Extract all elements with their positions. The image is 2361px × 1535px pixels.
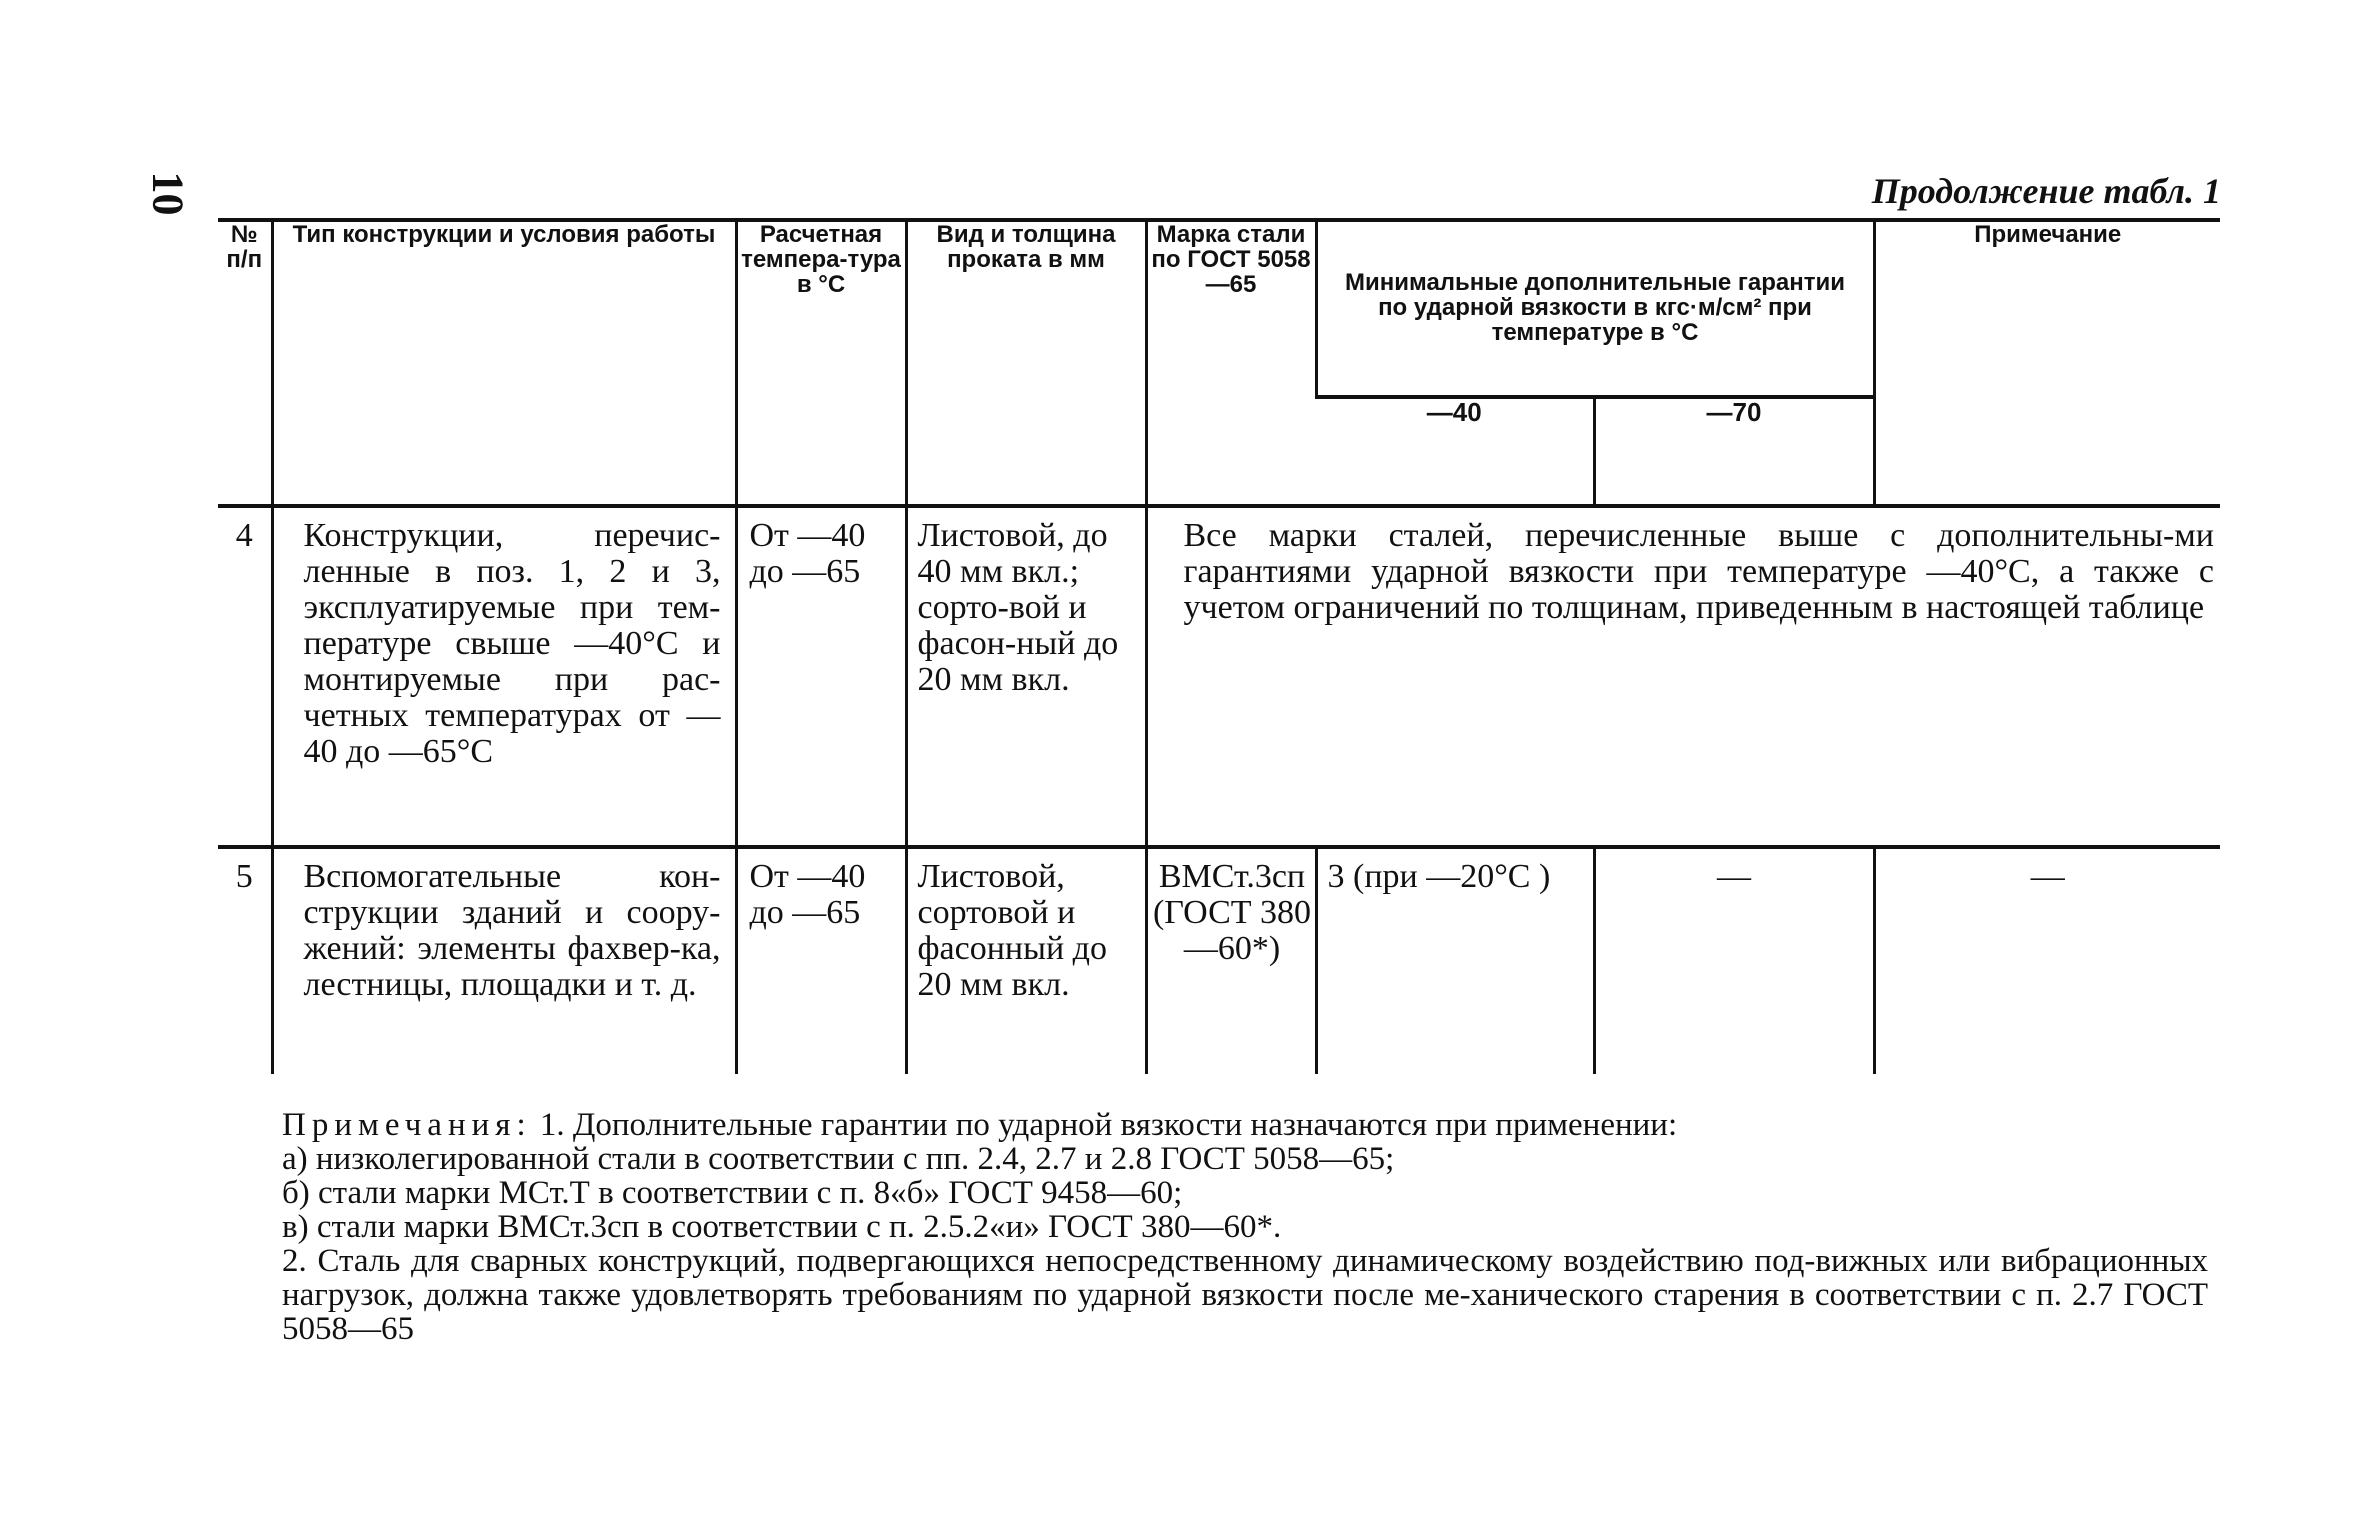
impact-minus70-cell: — bbox=[1594, 847, 1874, 1074]
page-number: 10 bbox=[143, 171, 193, 216]
merged-grade-cell: Все марки сталей, перечисленные выше с дополнительны-ми гарантиями ударной вязкости при температуре —40°С, а также с учетом ограничений по толщинам, приведенным в настоящей таблице bbox=[1146, 506, 2220, 847]
product-thickness-cell: Листовой, сортовой и фасонный до 20 мм вкл. bbox=[906, 847, 1146, 1074]
header-design-temperature: Расчетная темпера-тура в °С bbox=[736, 220, 906, 506]
row-number: 4 bbox=[218, 506, 272, 847]
header-number: № п/п bbox=[218, 220, 272, 506]
note-1b: б) стали марки МСт.Т в соответствии с п. 8«б» ГОСТ 9458—60; bbox=[282, 1175, 1183, 1211]
steel-grade-cell: ВМСт.3сп (ГОСТ 380—60*) bbox=[1146, 847, 1316, 1074]
header-note: Примечание bbox=[1874, 220, 2220, 506]
header-product-thickness: Вид и толщина проката в мм bbox=[906, 220, 1146, 506]
header-impact-minus70: —70 bbox=[1594, 397, 1874, 506]
header-impact-minus40: —40 bbox=[1316, 397, 1594, 506]
note-1: 1. Дополнительные гарантии по ударной вязкости назначаются при применении: bbox=[539, 1107, 1678, 1143]
impact-minus40-cell: 3 (при —20°С ) bbox=[1316, 847, 1594, 1074]
note-1a: а) низколегированной стали в соответствии с пп. 2.4, 2.7 и 2.8 ГОСТ 5058—65; bbox=[282, 1141, 1395, 1177]
header-steel-grade: Марка стали по ГОСТ 5058—65 bbox=[1146, 220, 1316, 506]
table-continuation-caption: Продолжение табл. 1 bbox=[1871, 171, 2221, 211]
row-number: 5 bbox=[235, 858, 253, 895]
note-2: 2. Сталь для сварных конструкций, подвергающихся непосредственному динамическому воздействию под-вижных или вибрационных нагрузок, должна также удовлетворять требованиям по ударной вязкости после ме-ханического старения в соответствии с п. 2.7 ГОСТ 5058—65 bbox=[282, 1243, 2208, 1347]
construction-type-cell: Вспомогательные кон-струкции зданий и соору-жений: элементы фахвер-ка, лестницы, площадки и т. д. bbox=[272, 847, 736, 1074]
design-temperature-cell: От —40 до —65 bbox=[736, 506, 906, 847]
construction-type-cell: Конструкции, перечис-ленные в поз. 1, 2 и 3, эксплуатируемые при тем-пературе свыше —40°С и монтируемые при рас-четных температурах от —40 до —65°С bbox=[272, 506, 736, 847]
table-notes bbox=[282, 1108, 2208, 1346]
product-thickness-cell: Листовой, до 40 мм вкл.; сорто-вой и фасон-ный до 20 мм вкл. bbox=[906, 506, 1146, 847]
steel-requirements-table bbox=[218, 218, 2220, 1074]
design-temperature-cell: От —40 до —65 bbox=[736, 847, 906, 1074]
note-cell: — bbox=[1874, 847, 2220, 1074]
header-construction-type: Тип конструкции и условия работы bbox=[272, 220, 736, 506]
note-1c: в) стали марки ВМСт.3сп в соответствии с п. 2.5.2«и» ГОСТ 380—60*. bbox=[282, 1209, 1282, 1245]
notes-heading: Примечания: bbox=[282, 1107, 532, 1143]
table-row bbox=[218, 847, 2220, 1074]
header-impact-guarantees: Минимальные дополнительные гарантии по ударной вязкости в кгс·м/см² при температуре в °С bbox=[1316, 220, 1874, 397]
table-row bbox=[218, 506, 2220, 847]
